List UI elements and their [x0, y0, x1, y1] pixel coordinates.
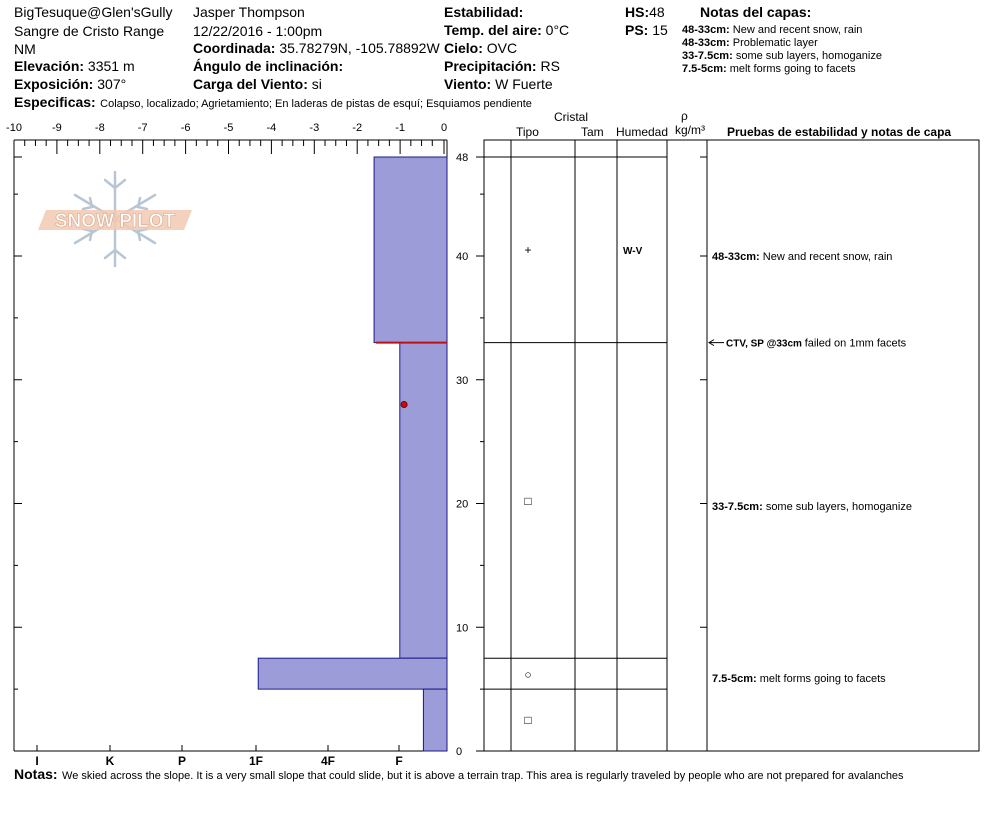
slope-label: Ángulo de inclinación: — [193, 58, 344, 74]
top-tick-label: -9 — [52, 122, 62, 134]
hardness-layer-bar — [423, 689, 447, 751]
stability-label: Estabilidad: — [444, 4, 524, 20]
grain-type-symbol: □ — [524, 494, 532, 509]
top-tick-label: -2 — [352, 122, 363, 134]
bottom-axis — [35, 745, 402, 768]
hardness-category-label: F — [395, 754, 403, 768]
elevation-value: 3351 m — [87, 58, 135, 74]
top-tick-label: -10 — [6, 122, 22, 134]
notes-label: Notas: — [14, 766, 58, 782]
col-tipo: Tipo — [516, 125, 539, 139]
wind-load-value: si — [311, 76, 322, 92]
layer-note: 48-33cm: Problematic layer — [682, 37, 818, 49]
hardness-layer-bar — [400, 343, 447, 659]
hardness-category-label: 1F — [248, 754, 264, 768]
range-name: Sangre de Cristo Range — [14, 23, 165, 39]
wind-value: W Fuerte — [495, 76, 553, 92]
top-tick-label: -7 — [137, 122, 148, 134]
ps-value: 15 — [652, 22, 668, 38]
col-cristal: Cristal — [554, 110, 589, 124]
top-tick-label: -3 — [309, 122, 320, 134]
hardness-category-label: P — [177, 754, 187, 768]
hardness-layer-bar — [258, 658, 447, 689]
depth-tick-label: 0 — [456, 746, 463, 758]
hardness-layer-bar — [374, 157, 447, 343]
col-tam: Tam — [581, 125, 604, 139]
precip-value: RS — [540, 58, 560, 74]
layer-note: 7.5-5cm: melt forms going to facets — [682, 63, 856, 75]
grain-type-symbol: □ — [524, 713, 532, 728]
grain-type-symbol: + — [524, 242, 532, 257]
top-tick-label: -4 — [266, 122, 277, 134]
observation-datetime: 12/22/2016 - 1:00pm — [193, 23, 323, 39]
layer-comment: 48-33cm: New and recent snow, rain — [712, 251, 893, 263]
hardness-bars — [258, 157, 447, 751]
aspect-value: 307° — [97, 76, 127, 92]
depth-tick-label: 20 — [456, 498, 469, 511]
layer-comments — [709, 251, 912, 685]
depth-tick-label: 30 — [456, 374, 469, 387]
top-tick-label: -6 — [180, 122, 191, 134]
coord-label: Coordinada: — [193, 40, 276, 56]
layer-table — [484, 140, 979, 751]
top-tick-label: -1 — [395, 122, 405, 134]
layer-notes-title: Notas del capas: — [700, 4, 812, 20]
layer-note: 33-7.5cm: some sub layers, homoganize — [682, 50, 882, 62]
location-name: BigTesuque@Glen'sGully — [14, 4, 173, 20]
top-tick-label: -8 — [94, 122, 105, 134]
wind-label: Viento: — [444, 76, 492, 92]
elevation-label: Elevación: — [14, 58, 85, 74]
depth-tick-label: 10 — [456, 622, 469, 635]
layer-comment: 33-7.5cm: some sub layers, homoganize — [712, 500, 912, 513]
hs-label: HS: — [625, 4, 650, 20]
top-tick-label: 0 — [440, 122, 448, 134]
coord-value: 35.78279N, -105.78892W — [279, 40, 440, 56]
top-tick-label: -5 — [223, 122, 234, 134]
ps-label: PS: — [625, 22, 649, 38]
col-tests: Pruebas de estabilidad y notas de capa — [727, 125, 952, 139]
aspect-label: Exposición: — [14, 76, 94, 92]
layer-comment: 7.5-5cm: melt forms going to facets — [712, 672, 886, 685]
col-density-unit: kg/m³ — [675, 123, 705, 137]
logo-text: SNOW PILOT — [54, 211, 176, 232]
sky-value: OVC — [486, 40, 518, 56]
notes-value: We skied across the slope. It is a very small slope that could slide, but it is above a terrain trap. This area is regularly traveled by people who are not prepared for avalanches — [62, 770, 904, 782]
wind-load-label: Carga del Viento: — [193, 76, 308, 92]
sky-label: Cielo: — [444, 40, 483, 56]
top-axis — [6, 122, 447, 154]
specifics-value: Colapso, localizado; Agrietamiento; En laderas de pistas de esquí; Esquiamos pendiente — [100, 98, 532, 110]
hardness-category-label: 4F — [320, 754, 336, 768]
air-temp-label: Temp. del aire: — [444, 22, 542, 38]
col-rho: ρ — [681, 109, 688, 123]
air-temp-value: 0°C — [545, 22, 570, 38]
precip-label: Precipitación: — [444, 58, 537, 74]
col-humedad: Humedad — [616, 125, 669, 139]
depth-tick-label: 40 — [456, 251, 469, 263]
layer-note: 48-33cm: New and recent snow, rain — [682, 24, 863, 36]
depth-tick-label: 48 — [456, 152, 469, 164]
hs-value: 48 — [649, 4, 665, 20]
hardness-category-label: K — [105, 754, 115, 768]
snowpilot-logo — [38, 172, 192, 266]
observer-name: Jasper Thompson — [193, 4, 305, 20]
specifics-label: Especificas: — [14, 94, 96, 110]
wetness-label: W-V — [623, 245, 643, 257]
stability-test-note: CTV, SP @33cm failed on 1mm facets — [726, 337, 907, 350]
grain-type-symbol: ○ — [524, 667, 532, 682]
hardness-category-label: I — [35, 754, 39, 768]
state-name: NM — [14, 41, 36, 57]
temperature-point — [401, 402, 407, 408]
